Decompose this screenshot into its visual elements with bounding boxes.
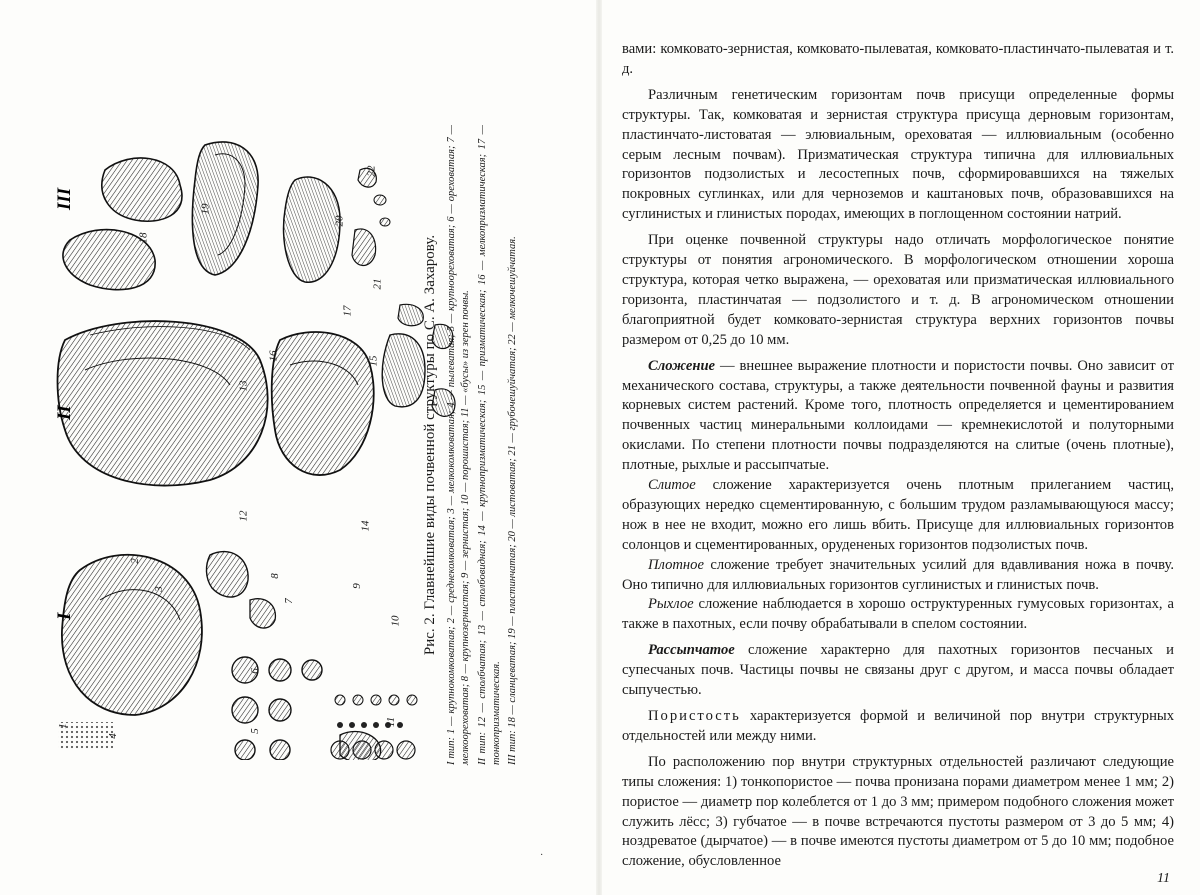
specimen-number: 10 [389,615,402,627]
paragraph-pore-types: По расположению пор внутри структурных отдельностей различают следующие типы сложения: 1) тонкопористое — почва пронизана порами диаметром менее 1 мм; 2) пористое — диаметр пор колеблется от 1 до 3 мм; примером подобного сложения может служить лёсс; 3) губчатое — в почве встречаются пустоты размером от 3 до 5 мм; 4) ноздреватое (дырчатое) — в почве имеются пустоты диаметром от 5 до 10 мм; подобное сложение, обусловленное [622,753,1174,870]
book-gutter [596,0,602,895]
specimen-number: 16 [267,350,280,362]
specimen-number: 1 [56,723,69,729]
paragraph-genetic-horizons: Различным генетическим горизонтам почв присущи определенные формы структуры. Так, комковатая и зернистая структура присуща дерновым горизонтам, пластинчато-листоватая — элювиальным, ореховатая — иллювиальным (особенно серым лесным почвам). Призматическая структура типична для иллювиальных горизонтов подзолистых и лесостепных почв, сформировавшихся на тяжелых покровных суглинках, или для черноземов и каштановых почв, образовавшихся на суглинистых и глинистых породах, имеющих в поглощенном состоянии натрий. [622,86,1174,223]
specimen-number: 17 [341,305,354,317]
paragraph-poristost [622,707,1174,747]
specimen-number: 2 [128,558,141,564]
specimen-number: 9 [350,583,363,589]
specimen-number: 19 [199,203,212,215]
caption-title: Рис. 2. Главнейшие виды почвенной структуры по С. А. Захарову. [422,234,438,656]
specimen-number: 18 [137,232,150,244]
roman-label-i: I [54,612,75,620]
term-rassypchatoe: Рассыпчатое [648,642,735,659]
caption-line-type-ii: II тип: 12 — столбчатая; 13 — столбовидная; 14 — крупнопризматическая; 15 — призматическая; 16 — мелкопризматическая; 17 — тонкопризматическая. [476,125,502,765]
term-slozhenie: Сложение [648,357,716,374]
term-plotnoe: Плотное [648,556,704,573]
roman-label-ii: II [54,405,75,420]
paragraph-slozhenie [622,357,1174,476]
paragraph-rassypchatoe [622,641,1174,701]
caption-line-type-iii: III тип: 18 — сланцеватая; 19 — пластинчатая; 20 — листоватая; 21 — грубочешуйчатая; 22 — мелкочешуйчатая. [506,236,518,765]
figure-caption [422,125,522,765]
specimen-number: 12 [237,510,250,522]
specimen-number: 7 [282,598,295,604]
specimen-number: 11 [385,716,398,728]
specimen-number: 14 [359,520,372,532]
print-speck: · [540,850,544,861]
nut-specimens [232,657,322,760]
paragraph-slitoe [622,476,1174,556]
paragraph-slozhenie-text: — внешнее выражение плотности и пористости почвы. Оно зависит от механического состава, структуры, а также деятельности почвенной фауны и развития корневых систем растений. Кроме того, плотность определяется и цементированием почвенных частиц минеральными коллоидами — кремнекислотой и полуторными окислами. По степени плотности почвы подразделяются на слитые (очень плотные), плотные, рыхлые и рассыпчатые. [622,357,1174,474]
type-ii-specimens [58,304,456,485]
paragraph-rykhloe [622,595,1174,635]
specimen-number: 20 [333,215,346,227]
paragraph-rassypchatoe-text: сложение характерно для пахотных горизонтов песчаных и супесчаных почв. Частицы почвы не связаны друг с другом, и масса почвы обладает сыпучестью. [622,642,1174,699]
specimen-number: 3 [152,586,165,592]
specimen-number: 15 [367,355,380,367]
specimen-number: 4 [106,733,119,739]
paragraph-slitoe-text: сложение характеризуется очень плотным прилеганием частиц, образующих нередко сцементированную, с большим трудом разламывающуюся массу; нож в нее не входит, можно его лишь вбить. Присуще для иллювиальных горизонтов солонцов и сцементированных, орудененых горизонтов подзолистых почв. [622,477,1174,553]
specimen-number: 8 [268,573,281,579]
right-page [622,40,1174,885]
paragraph-poristost-text: характеризуется формой и величиной пор внутри структурных отдельностей или между ними. [622,708,1174,744]
specimen-number: 13 [237,380,250,392]
specimen-number: 22 [365,165,378,177]
term-rykhloe: Рыхлое [648,596,694,613]
type-i-specimens [58,552,417,760]
left-page [0,0,596,895]
roman-label-iii: III [54,187,75,210]
paragraph-plotnoe-text: сложение требует значительных усилий для вдавливания ножа в почву. Оно типично для иллювиальных горизонтов суглинистых и глинистых почв. [622,556,1174,593]
paragraph-plotnoe [622,556,1174,596]
paragraph-structure-evaluation: При оценке почвенной структуры надо отличать морфологическое понятие структуры от понятия агрономического. В морфологическом отношении хороша структура, которая четко выражена, — ореховатая или призматическая иллювиального горизонта, пластинчатая — подзолистого и т. д. В агрономическом отношении благоприятной будет комковато-зернистая структура верхних горизонтов почвы размером от 0,25 до 10 мм. [622,232,1174,348]
specimen-number: 5 [248,728,261,734]
page-number: 11 [1157,871,1170,886]
term-slitoe: Слитое [648,477,696,494]
caption-line-type-i: I тип: 1 — крупнокомковатая; 2 — среднекомковатая; 3 — мелкокомковатая; 4 — пылеватая; 5 — крупноореховатая; 6 — ореховатая; 7 — мелкоореховатая; 8 — крупнозернистая; 9 — зернистая; 10 — порошистая; 11 — «бусы» из зерен почвы. [446,125,472,765]
term-poristost: Пористость [648,708,741,724]
paragraph-rykhloe-text: сложение наблюдается в хорошо оструктуренных гумусовых горизонтах, а также в пахотных, если почву обрабатывали в спелом состоянии. [622,596,1174,633]
specimen-number: 6 [248,668,261,674]
specimen-number: 21 [371,278,384,290]
paragraph-continuation: вами: комковато-зернистая, комковато-пылеватая, комковато-пластинчато-пылеватая и т. д. [622,41,1174,77]
